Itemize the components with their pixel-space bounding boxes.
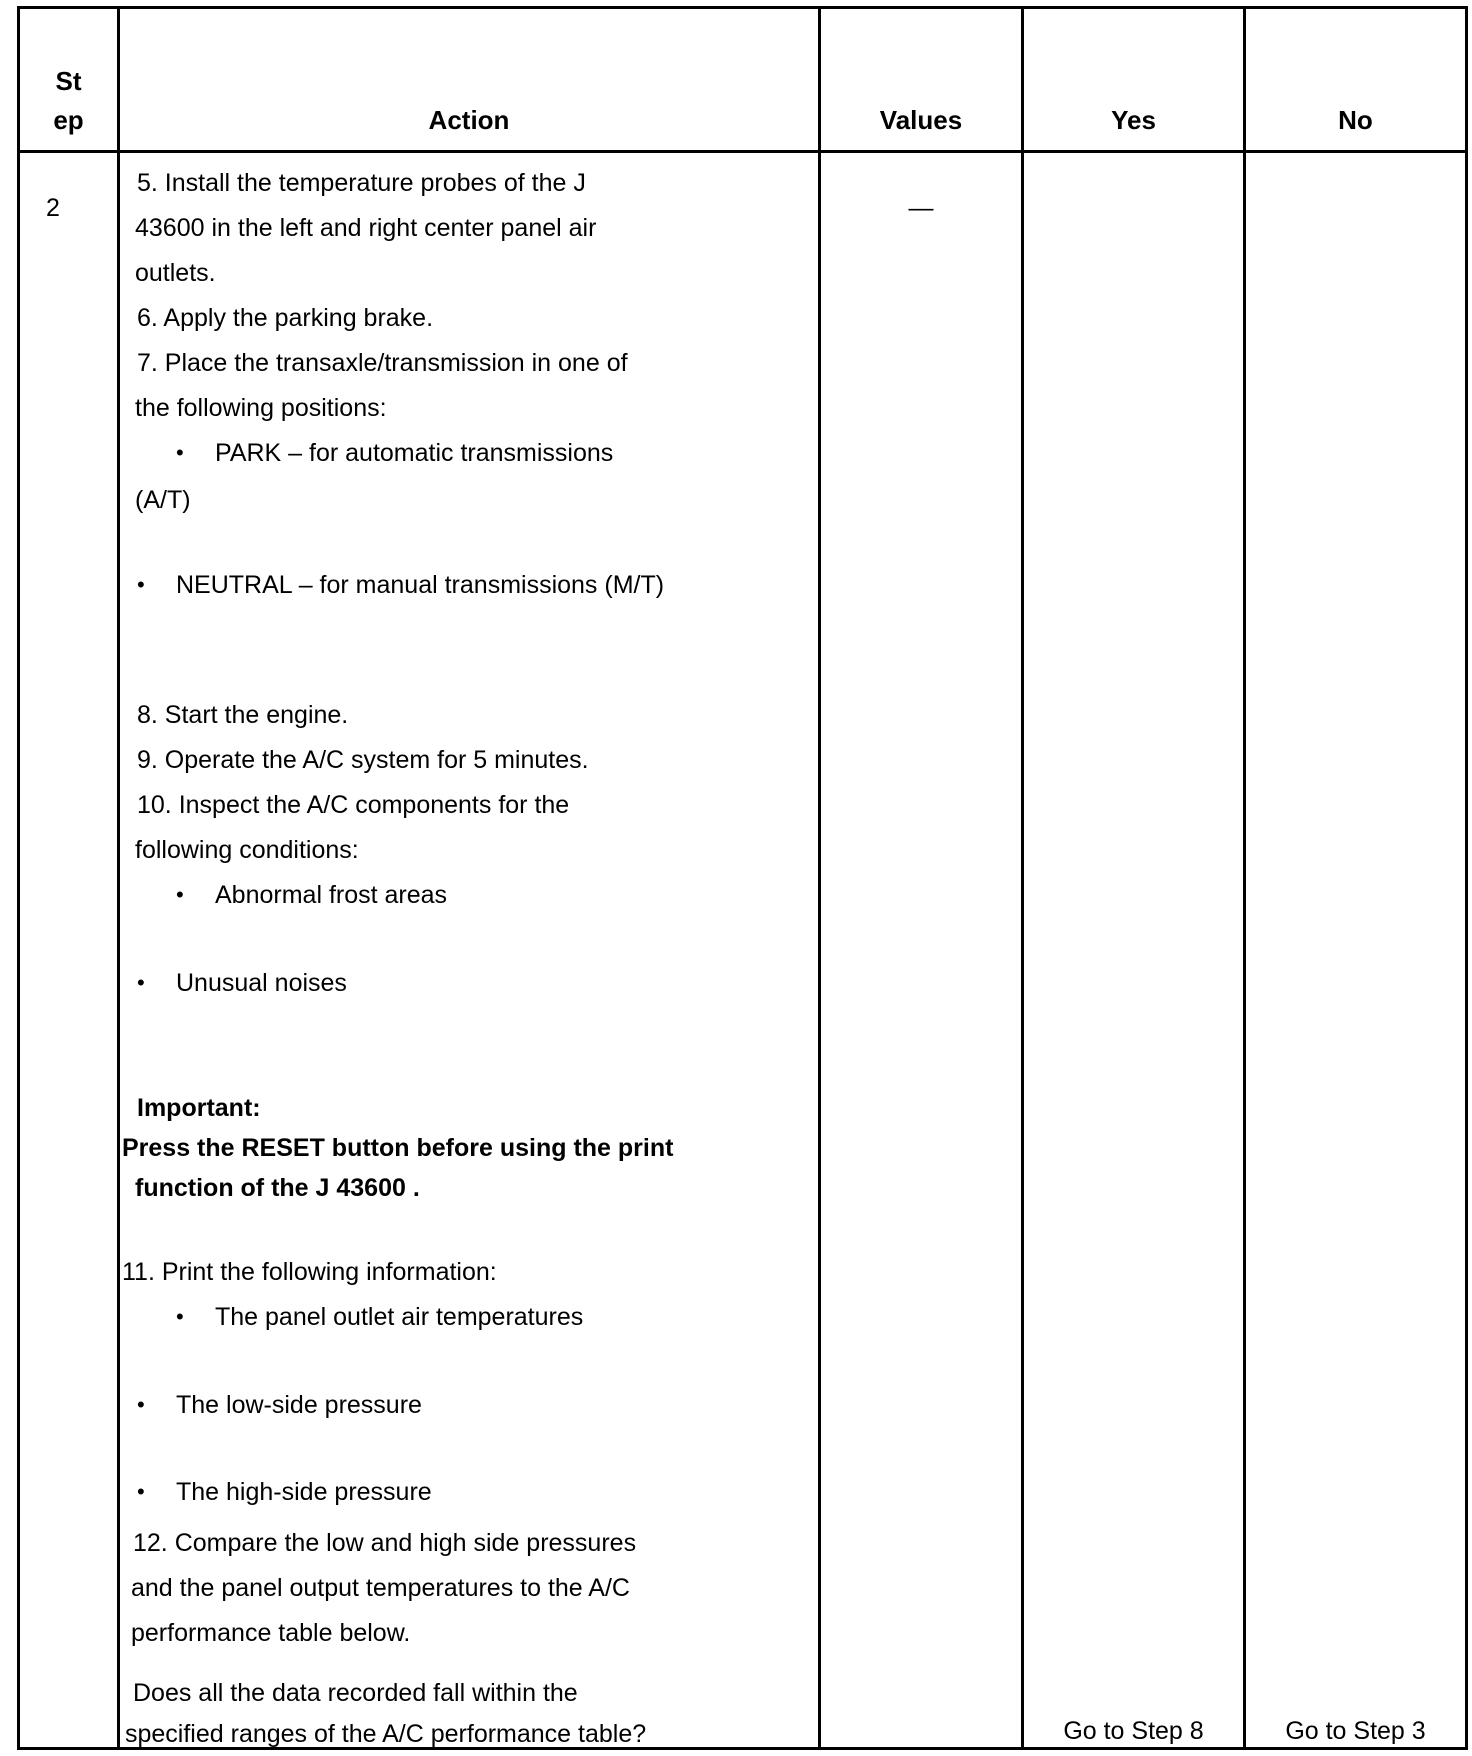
bullet-park-line1: PARK – for automatic transmissions xyxy=(215,439,614,467)
step-12-line3: performance table below. xyxy=(131,1619,411,1647)
bullet-icon: • xyxy=(137,1392,145,1417)
column-divider-yes xyxy=(1243,6,1246,1750)
step-7-line2: the following positions: xyxy=(135,394,387,422)
bullet-icon: • xyxy=(137,970,145,995)
column-divider-action xyxy=(818,6,821,1750)
bullet-park-line2: (A/T) xyxy=(135,486,191,514)
bullet-icon: • xyxy=(137,1479,145,1504)
header-yes: Yes xyxy=(1111,105,1156,135)
step-5-line1: 5. Install the temperature probes of the J xyxy=(137,169,586,197)
step-8: 8. Start the engine. xyxy=(137,701,349,729)
bullet-icon: • xyxy=(176,882,184,907)
step-9: 9. Operate the A/C system for 5 minutes. xyxy=(137,746,589,774)
column-divider-values xyxy=(1021,6,1024,1750)
important-line1: Press the RESET button before using the print xyxy=(122,1134,674,1162)
bullet-high-side: The high-side pressure xyxy=(176,1478,432,1506)
step-12-line1: 12. Compare the low and high side pressures xyxy=(133,1529,637,1557)
step-10-line2: following conditions: xyxy=(135,836,359,864)
bullet-icon: • xyxy=(176,440,184,465)
header-step-line2: ep xyxy=(53,105,84,135)
step-number: 2 xyxy=(46,194,60,222)
no-result: Go to Step 3 xyxy=(1285,1717,1426,1745)
important-line2: function of the J 43600 . xyxy=(135,1174,420,1202)
bullet-panel-temps: The panel outlet air temperatures xyxy=(215,1303,584,1331)
important-title: Important: xyxy=(137,1094,261,1122)
step-12-line2: and the panel output temperatures to the A/C xyxy=(131,1574,630,1602)
step-5-line3: outlets. xyxy=(135,259,216,287)
header-values: Values xyxy=(879,105,963,135)
step-11: 11. Print the following information: xyxy=(122,1258,497,1286)
header-step-line1: St xyxy=(55,66,82,96)
bullet-noises: Unusual noises xyxy=(176,969,347,997)
question-line1: Does all the data recorded fall within the xyxy=(133,1679,578,1707)
value-dash: — xyxy=(908,194,934,222)
column-divider-step xyxy=(117,6,120,1750)
bullet-neutral: NEUTRAL – for manual transmissions (M/T) xyxy=(176,571,665,599)
question-line2: specified ranges of the A/C performance table? xyxy=(125,1720,647,1748)
bullet-low-side: The low-side pressure xyxy=(176,1391,422,1419)
header-no: No xyxy=(1338,105,1373,135)
step-6: 6. Apply the parking brake. xyxy=(137,304,434,332)
bullet-icon: • xyxy=(137,572,145,597)
bullet-icon: • xyxy=(176,1304,184,1329)
step-7-line1: 7. Place the transaxle/transmission in one of xyxy=(137,349,628,377)
yes-result: Go to Step 8 xyxy=(1063,1717,1204,1745)
header-action: Action xyxy=(428,105,510,135)
step-5-line2: 43600 in the left and right center panel air xyxy=(135,214,597,242)
step-10-line1: 10. Inspect the A/C components for the xyxy=(137,791,570,819)
bullet-frost: Abnormal frost areas xyxy=(215,881,448,909)
header-divider xyxy=(17,150,1468,153)
